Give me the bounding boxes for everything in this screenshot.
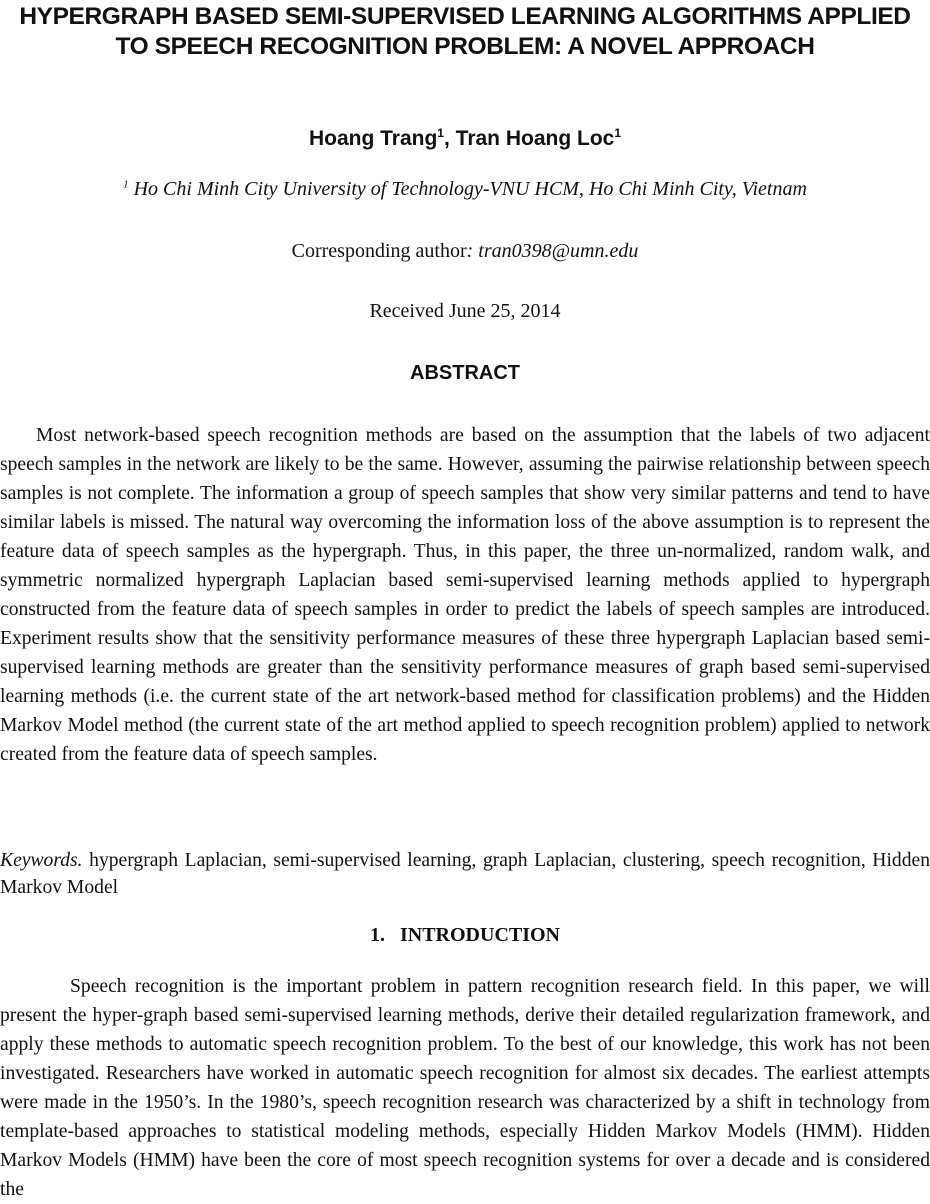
author-affil-mark: 1: [437, 126, 444, 140]
paper-title: HYPERGRAPH BASED SEMI-SUPERVISED LEARNING ALGORITHMS APPLIED TO SPEECH RECOGNITION PROBLEM: A NOVEL APPROACH: [19, 3, 911, 60]
introduction-heading: 1. INTRODUCTION: [369, 924, 561, 946]
corresponding-email: tran0398@umn.edu: [478, 240, 639, 262]
introduction-text: Speech recognition is the important problem in pattern recognition research field. In this paper, we will present the hyper-graph based semi-supervised learning methods, derive their detailed regularization framework, and apply these methods to automatic speech recognition problem. To the best of our knowledge, this work has not been investigated. Researchers have worked in automatic speech recognition for almost six decades. The earliest attempts were made in the 1950’s. In the 1980’s, speech recognition research was characterized by a shift in technology from template-based approaches to statistical modeling methods, especially Hidden Markov Models (HMM). Hidden Markov Models (HMM) have been the core of most speech recognition systems for over a decade and is considered the: [0, 976, 930, 1200]
author-affil-mark: 1: [614, 126, 622, 140]
author-list: Hoang Trang$^1$, Tran Hoang Loc$^1$: [308, 126, 622, 150]
corresponding-label: Corresponding author: [291, 240, 467, 262]
abstract-text: Most network-based speech recognition methods are based on the assumption that the labels of two adjacent speech samples in the network are likely to be the same. However, assuming the pairwise relationship between speech samples is not complete. The information a group of speech samples that show very similar patterns and tend to have similar labels is missed. The natural way overcoming the information loss of the above assumption is to represent the feature data of speech samples as the hypergraph. Thus, in this paper, the three un-normalized, random walk, and symmetric normalized hypergraph Laplacian based semi-supervised learning methods applied to hypergraph constructed from the feature data of speech samples in order to predict the labels of speech samples are introduced. Experiment results show that the sensitivity performance measures of these three hypergraph Laplacian based semi-supervised learning methods are greater than the sensitivity performance measures of graph based semi-supervised learning methods (i.e. the current state of the art network-based method for classification problems) and the Hidden Markov Model method (the current state of the art method applied to speech recognition problem) applied to network created from the feature data of speech samples.: [0, 425, 930, 765]
author-name: Hoang Trang: [308, 127, 438, 150]
keywords-text: hypergraph Laplacian, semi-supervised learning, graph Laplacian, clustering, speech recognition, Hidden Markov Model: [0, 850, 930, 898]
affiliation-text: Ho Chi Minh City University of Technology-VNU HCM, Ho Chi Minh City, Vietnam: [133, 178, 807, 200]
affiliation: [0, 178, 930, 201]
keywords-label: Keywords.: [0, 850, 83, 871]
keywords: [0, 847, 930, 901]
affiliation-mark: 1: [123, 178, 129, 191]
received-date: Received June 25, 2014: [369, 300, 561, 322]
corresponding-author: Corresponding author: tran0398@umn.edu: [291, 240, 639, 262]
author-name: Tran Hoang Loc: [455, 127, 615, 150]
abstract-heading: ABSTRACT: [410, 362, 520, 384]
